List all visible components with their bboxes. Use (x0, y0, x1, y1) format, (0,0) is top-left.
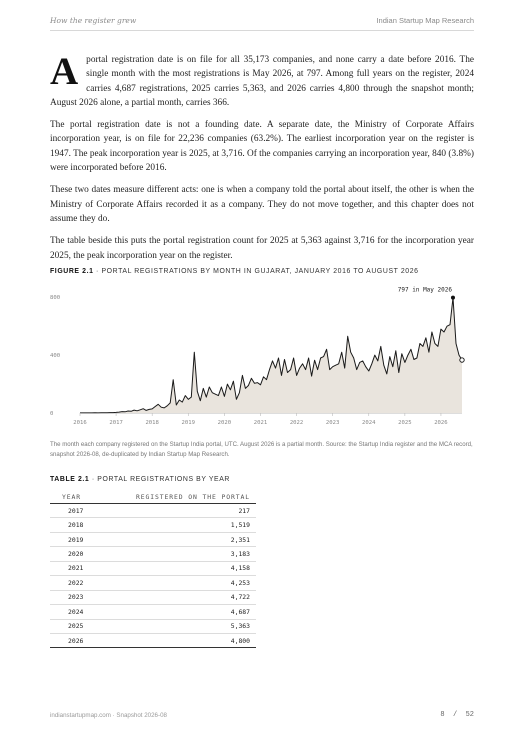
running-header (50, 14, 474, 28)
figure-note: The month each company registered on the Startup India portal, UTC. August 2026 is a partial month. Source: the Startup India register and the MCA record, snapshot 2026-08, de-duplicated by Indian Startup Map Research. (50, 441, 473, 458)
cell-count: 3,183 (99, 547, 256, 561)
peak-annotation: 797 in May 2026 (397, 286, 452, 294)
figure-label: FIGURE 2.1 (50, 268, 94, 275)
paragraph-3: These two dates measure different acts: one is when a company told the portal about itself, the other is when the Ministry of Corporate Affairs recorded it as a company. They do not move together, and this chapter does not assume they do. (50, 185, 474, 224)
table-row (50, 532, 256, 546)
table-row (50, 619, 256, 633)
table-row (50, 518, 256, 532)
cell-year: 2020 (50, 547, 99, 561)
cell-count: 1,519 (99, 518, 256, 532)
peak-marker (451, 296, 455, 300)
x-tick-label: 2020 (217, 420, 232, 426)
cell-count: 217 (99, 504, 256, 518)
table-row (50, 590, 256, 604)
table-row (50, 504, 256, 518)
registrations-chart (50, 280, 474, 430)
cell-count: 4,687 (99, 605, 256, 619)
table-title-text: PORTAL REGISTRATIONS BY YEAR (97, 476, 230, 483)
cell-count: 5,363 (99, 619, 256, 633)
footer-source: indianstartupmap.com · Snapshot 2026-08 (50, 712, 167, 719)
x-tick-label: 2016 (73, 420, 87, 426)
cell-year: 2024 (50, 605, 99, 619)
y-tick-label: 400 (50, 353, 61, 360)
paragraph-4: The table beside this puts the portal registration count for 2025 at 5,363 against 3,716 for the incorporation year 2025, the peak incorporation year on the register. (50, 236, 474, 261)
figure-title: FIGURE 2.1 · PORTAL REGISTRATIONS BY MONTH IN GUJARAT, JANUARY 2016 TO AUGUST 2026 (50, 268, 419, 275)
page-footer (50, 711, 474, 723)
paragraph-2: The portal registration date is not a founding date. A separate date, the Ministry of Corporate Affairs incorporation year, is on file for 22,236 companies (63.2%). The earliest incorporation year on the register is 1947. The peak incorporation year is 2025, at 3,716. Of the companies carrying an incorporation year, 840 (3.8%) were incorporated before 2016. (50, 120, 474, 174)
x-tick-label: 2022 (289, 420, 304, 426)
figure-title-text: PORTAL REGISTRATIONS BY MONTH IN GUJARAT, JANUARY 2016 TO AUGUST 2026 (101, 268, 419, 275)
cell-year: 2021 (50, 561, 99, 575)
table-row (50, 576, 256, 590)
end-point-marker (460, 358, 464, 362)
cell-year: 2019 (50, 532, 99, 546)
cell-count: 4,722 (99, 590, 256, 604)
chapter-body (50, 50, 474, 271)
table-row (50, 605, 256, 619)
table-row (50, 547, 256, 561)
table-label: TABLE 2.1 (50, 476, 90, 483)
chart-svg (50, 280, 474, 430)
cell-year: 2018 (50, 518, 99, 532)
x-tick-label: 2017 (109, 420, 123, 426)
column-header-year: YEAR (50, 490, 99, 504)
header-divider (50, 30, 474, 31)
cell-year: 2022 (50, 576, 99, 590)
cell-year: 2017 (50, 504, 99, 518)
drop-cap: A (50, 50, 79, 93)
publication-name: Indian Startup Map Research (376, 16, 474, 25)
page-number (440, 711, 474, 719)
table-row (50, 561, 256, 575)
page-separator: / (452, 711, 458, 719)
cell-count: 4,158 (99, 561, 256, 575)
column-header-registered: REGISTERED ON THE PORTAL (99, 490, 256, 504)
total-pages: 52 (465, 711, 474, 719)
cell-year: 2026 (50, 633, 99, 647)
y-tick-label: 0 (50, 411, 54, 417)
current-page: 8 (440, 711, 445, 719)
cell-count: 2,351 (99, 532, 256, 546)
table-header-row (50, 490, 256, 504)
x-tick-label: 2021 (253, 420, 268, 426)
x-tick-label: 2025 (398, 420, 412, 426)
registrations-table (50, 490, 256, 648)
chapter-title: How the register grew (50, 16, 137, 25)
x-tick-label: 2026 (434, 420, 448, 426)
x-tick-label: 2024 (362, 420, 376, 426)
table-title: TABLE 2.1 · PORTAL REGISTRATIONS BY YEAR (50, 476, 230, 483)
paragraph-1 (50, 50, 474, 110)
cell-year: 2025 (50, 619, 99, 633)
cell-year: 2023 (50, 590, 99, 604)
y-tick-label: 800 (50, 295, 61, 302)
x-tick-label: 2018 (145, 420, 159, 426)
cell-count: 4,253 (99, 576, 256, 590)
x-tick-label: 2023 (325, 420, 340, 426)
series-area (80, 298, 462, 413)
paragraph-1-text: portal registration date is on file for all 35,173 companies, and none carry a date before 2016. The single month with the most registrations is May 2026, at 797. Among full years on the register, 2024 carries 4,687 registrations, 2025 carries 5,363, and 2026 carries 4,800 through the snapshot month; August 2026 alone, a partial month, carries 366. (50, 55, 474, 108)
cell-count: 4,800 (99, 633, 256, 647)
table-row (50, 633, 256, 647)
x-tick-label: 2019 (181, 420, 196, 426)
